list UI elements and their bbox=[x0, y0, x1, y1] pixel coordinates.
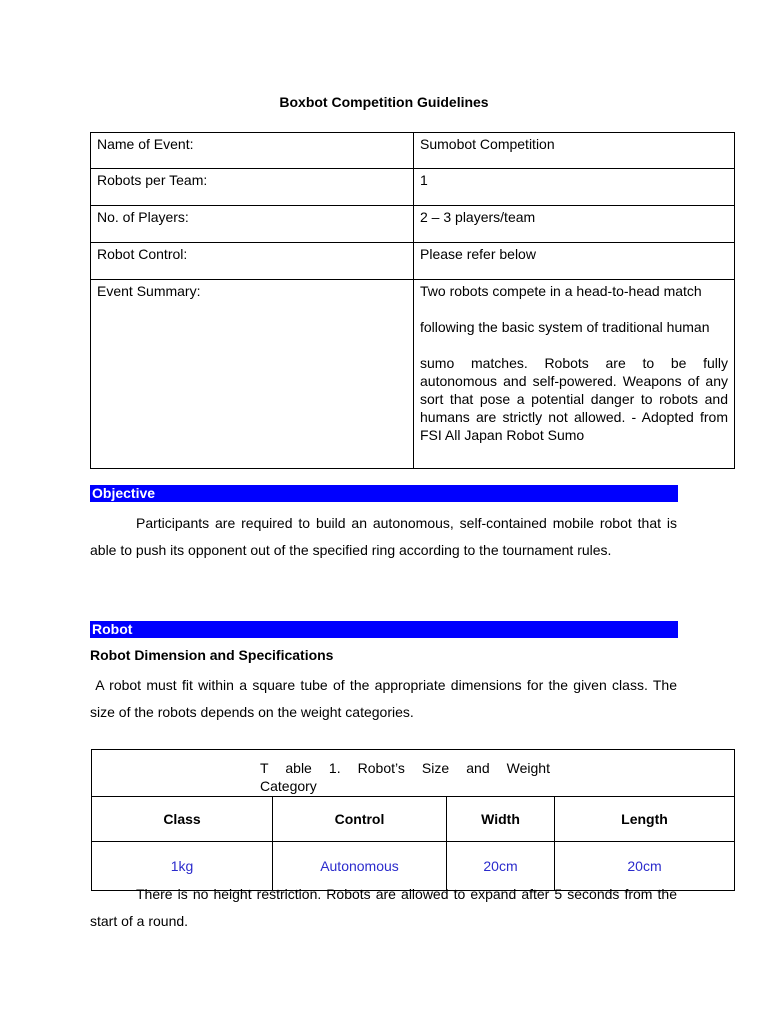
header-width: Width bbox=[447, 797, 555, 842]
cell-class: 1kg bbox=[92, 842, 273, 891]
robots-per-team-value: 1 bbox=[414, 169, 735, 206]
robot-spec-table bbox=[91, 749, 735, 891]
objective-text: Participants are required to build an autonomous, self-contained mobile robot that is able to push its opponent out of the specified ring according to the tournament rules. bbox=[90, 515, 677, 558]
caption-line-2: Category bbox=[260, 778, 317, 794]
robot-text: A robot must fit within a square tube of the appropriate dimensions for the given class. The size of the robots depends on the weight categories. bbox=[90, 677, 681, 720]
robot-heading: Robot bbox=[90, 621, 678, 638]
header-control: Control bbox=[273, 797, 447, 842]
objective-heading: Objective bbox=[90, 485, 678, 502]
summary-paragraph-1: Two robots compete in a head-to-head match bbox=[420, 283, 702, 299]
caption-line-1: T able 1. Robot’s Size and Weight bbox=[260, 760, 550, 776]
players-value: 2 – 3 players/team bbox=[414, 206, 735, 243]
table-row bbox=[91, 243, 735, 280]
table-caption bbox=[260, 759, 550, 795]
cell-control: Autonomous bbox=[273, 842, 447, 891]
event-name-value: Sumobot Competition bbox=[414, 133, 735, 169]
robot-control-value: Please refer below bbox=[414, 243, 735, 280]
robots-per-team-label: Robots per Team: bbox=[91, 169, 414, 206]
event-info-table bbox=[90, 132, 735, 469]
cell-width: 20cm bbox=[447, 842, 555, 891]
table-caption-row bbox=[92, 750, 735, 797]
document-title: Boxbot Competition Guidelines bbox=[279, 94, 489, 110]
robot-control-label: Robot Control: bbox=[91, 243, 414, 280]
table-row bbox=[91, 206, 735, 243]
footer-text: There is no height restriction. Robots are allowed to expand after 5 seconds from the start of a round. bbox=[90, 886, 677, 929]
event-name-label: Name of Event: bbox=[91, 133, 414, 169]
table-row bbox=[91, 280, 735, 469]
summary-paragraph-2: following the basic system of traditional human bbox=[420, 319, 710, 335]
cell-length: 20cm bbox=[555, 842, 735, 891]
summary-paragraph-3: sumo matches. Robots are to be fully autonomous and self-powered. Weapons of any sort that pose a potential danger to robots and humans are strictly not allowed. - Adopted from FSI All Japan Robot Sumo bbox=[420, 355, 728, 443]
table-row bbox=[91, 169, 735, 206]
robot-subheading: Robot Dimension and Specifications bbox=[90, 647, 334, 663]
event-summary-label: Event Summary: bbox=[91, 280, 414, 469]
header-length: Length bbox=[555, 797, 735, 842]
header-class: Class bbox=[92, 797, 273, 842]
table-header-row bbox=[92, 797, 735, 842]
players-label: No. of Players: bbox=[91, 206, 414, 243]
table-row bbox=[91, 133, 735, 169]
event-summary-value bbox=[414, 280, 735, 469]
